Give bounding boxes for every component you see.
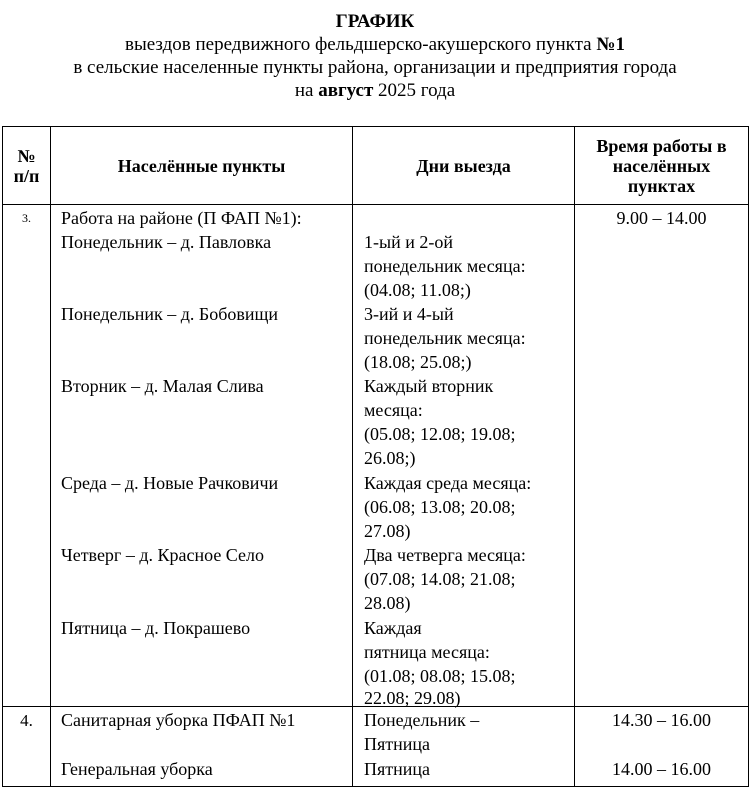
- list-item: понедельник месяца:: [364, 256, 526, 276]
- header-time-line3: пунктах: [627, 175, 696, 196]
- list-item: Среда – д. Новые Рачковичи: [61, 473, 279, 493]
- list-item: Генеральная уборка: [61, 759, 213, 779]
- time-value: 9.00 – 14.00: [616, 208, 707, 228]
- time-value: 14.30 – 16.00: [612, 710, 711, 730]
- list-item: (01.08; 08.08; 15.08;: [364, 666, 516, 686]
- subtitle-line-1: [0, 33, 750, 56]
- list-item: 1-ый и 2-ой: [364, 232, 453, 252]
- places-cell: [51, 205, 353, 707]
- list-item: пятница месяца:: [364, 642, 490, 662]
- list-item: (04.08; 11.08;): [364, 280, 471, 300]
- schedule-table: [2, 126, 749, 787]
- list-item: Пятница: [364, 734, 431, 754]
- table-row: [3, 205, 749, 707]
- list-item: Понедельник – д. Бобовищи: [61, 304, 279, 324]
- header-time-line2: населённых: [612, 155, 711, 176]
- list-item: Понедельник – д. Павловка: [61, 232, 272, 252]
- list-item: 3-ий и 4-ый: [364, 304, 454, 324]
- row-number: 4.: [3, 707, 51, 787]
- list-item: Санитарная уборка ПФАП №1: [61, 710, 296, 730]
- list-item: 27.08): [364, 521, 411, 541]
- header-time: [575, 127, 749, 205]
- year-text: 2025 года: [373, 80, 456, 101]
- header-number: [3, 127, 51, 205]
- list-item: понедельник месяца:: [364, 328, 526, 348]
- header-time-line1: Время работы в: [596, 135, 727, 156]
- list-item: Четверг – д. Красное Село: [61, 545, 265, 565]
- header-days: Дни выезда: [353, 127, 575, 205]
- days-cell: [353, 707, 575, 787]
- time-value: 14.00 – 16.00: [612, 759, 711, 779]
- list-item: Каждая среда месяца:: [364, 473, 532, 493]
- time-cell: [575, 205, 749, 707]
- list-item: Пятница – д. Покрашево: [61, 618, 251, 638]
- list-item: (05.08; 12.08; 19.08;: [364, 424, 516, 444]
- list-item: (07.08; 14.08; 21.08;: [364, 569, 516, 589]
- time-cell: [575, 707, 749, 787]
- document-header: [0, 10, 750, 102]
- document-title: ГРАФИК: [335, 11, 415, 32]
- list-item: Вторник – д. Малая Слива: [61, 376, 264, 396]
- subtitle-prefix: на: [294, 80, 319, 101]
- list-item: 28.08): [364, 593, 411, 613]
- subtitle-line-2: в сельские населенные пункты района, организации и предприятия города: [73, 57, 677, 78]
- list-item: (18.08; 25.08;): [364, 352, 472, 372]
- places-cell: [51, 707, 353, 787]
- fap-number: №1: [596, 34, 625, 55]
- days-cell: [353, 205, 575, 707]
- list-item: Каждая: [364, 618, 422, 638]
- list-item: Работа на районе (П ФАП №1):: [61, 208, 302, 228]
- subtitle-text: выездов передвижного фельдшерско-акушерского пункта: [125, 34, 597, 55]
- list-item: Понедельник –: [364, 710, 480, 730]
- header-number-line2: п/п: [13, 165, 40, 186]
- subtitle-line-3: [0, 79, 750, 102]
- list-item: (06.08; 13.08; 20.08;: [364, 497, 516, 517]
- month-name: август: [318, 80, 374, 101]
- list-item: Пятница: [364, 759, 431, 779]
- table-header-row: [3, 127, 749, 205]
- header-number-line1: №: [17, 145, 36, 166]
- header-places: Населённые пункты: [51, 127, 353, 205]
- row-number: 3.: [3, 205, 51, 707]
- list-item: Два четверга месяца:: [364, 545, 526, 565]
- table-row: [3, 707, 749, 787]
- list-item: 22.08; 29.08): [364, 688, 461, 708]
- list-item: месяца:: [364, 400, 423, 420]
- list-item: Каждый вторник: [364, 376, 494, 396]
- list-item: 26.08;): [364, 448, 416, 468]
